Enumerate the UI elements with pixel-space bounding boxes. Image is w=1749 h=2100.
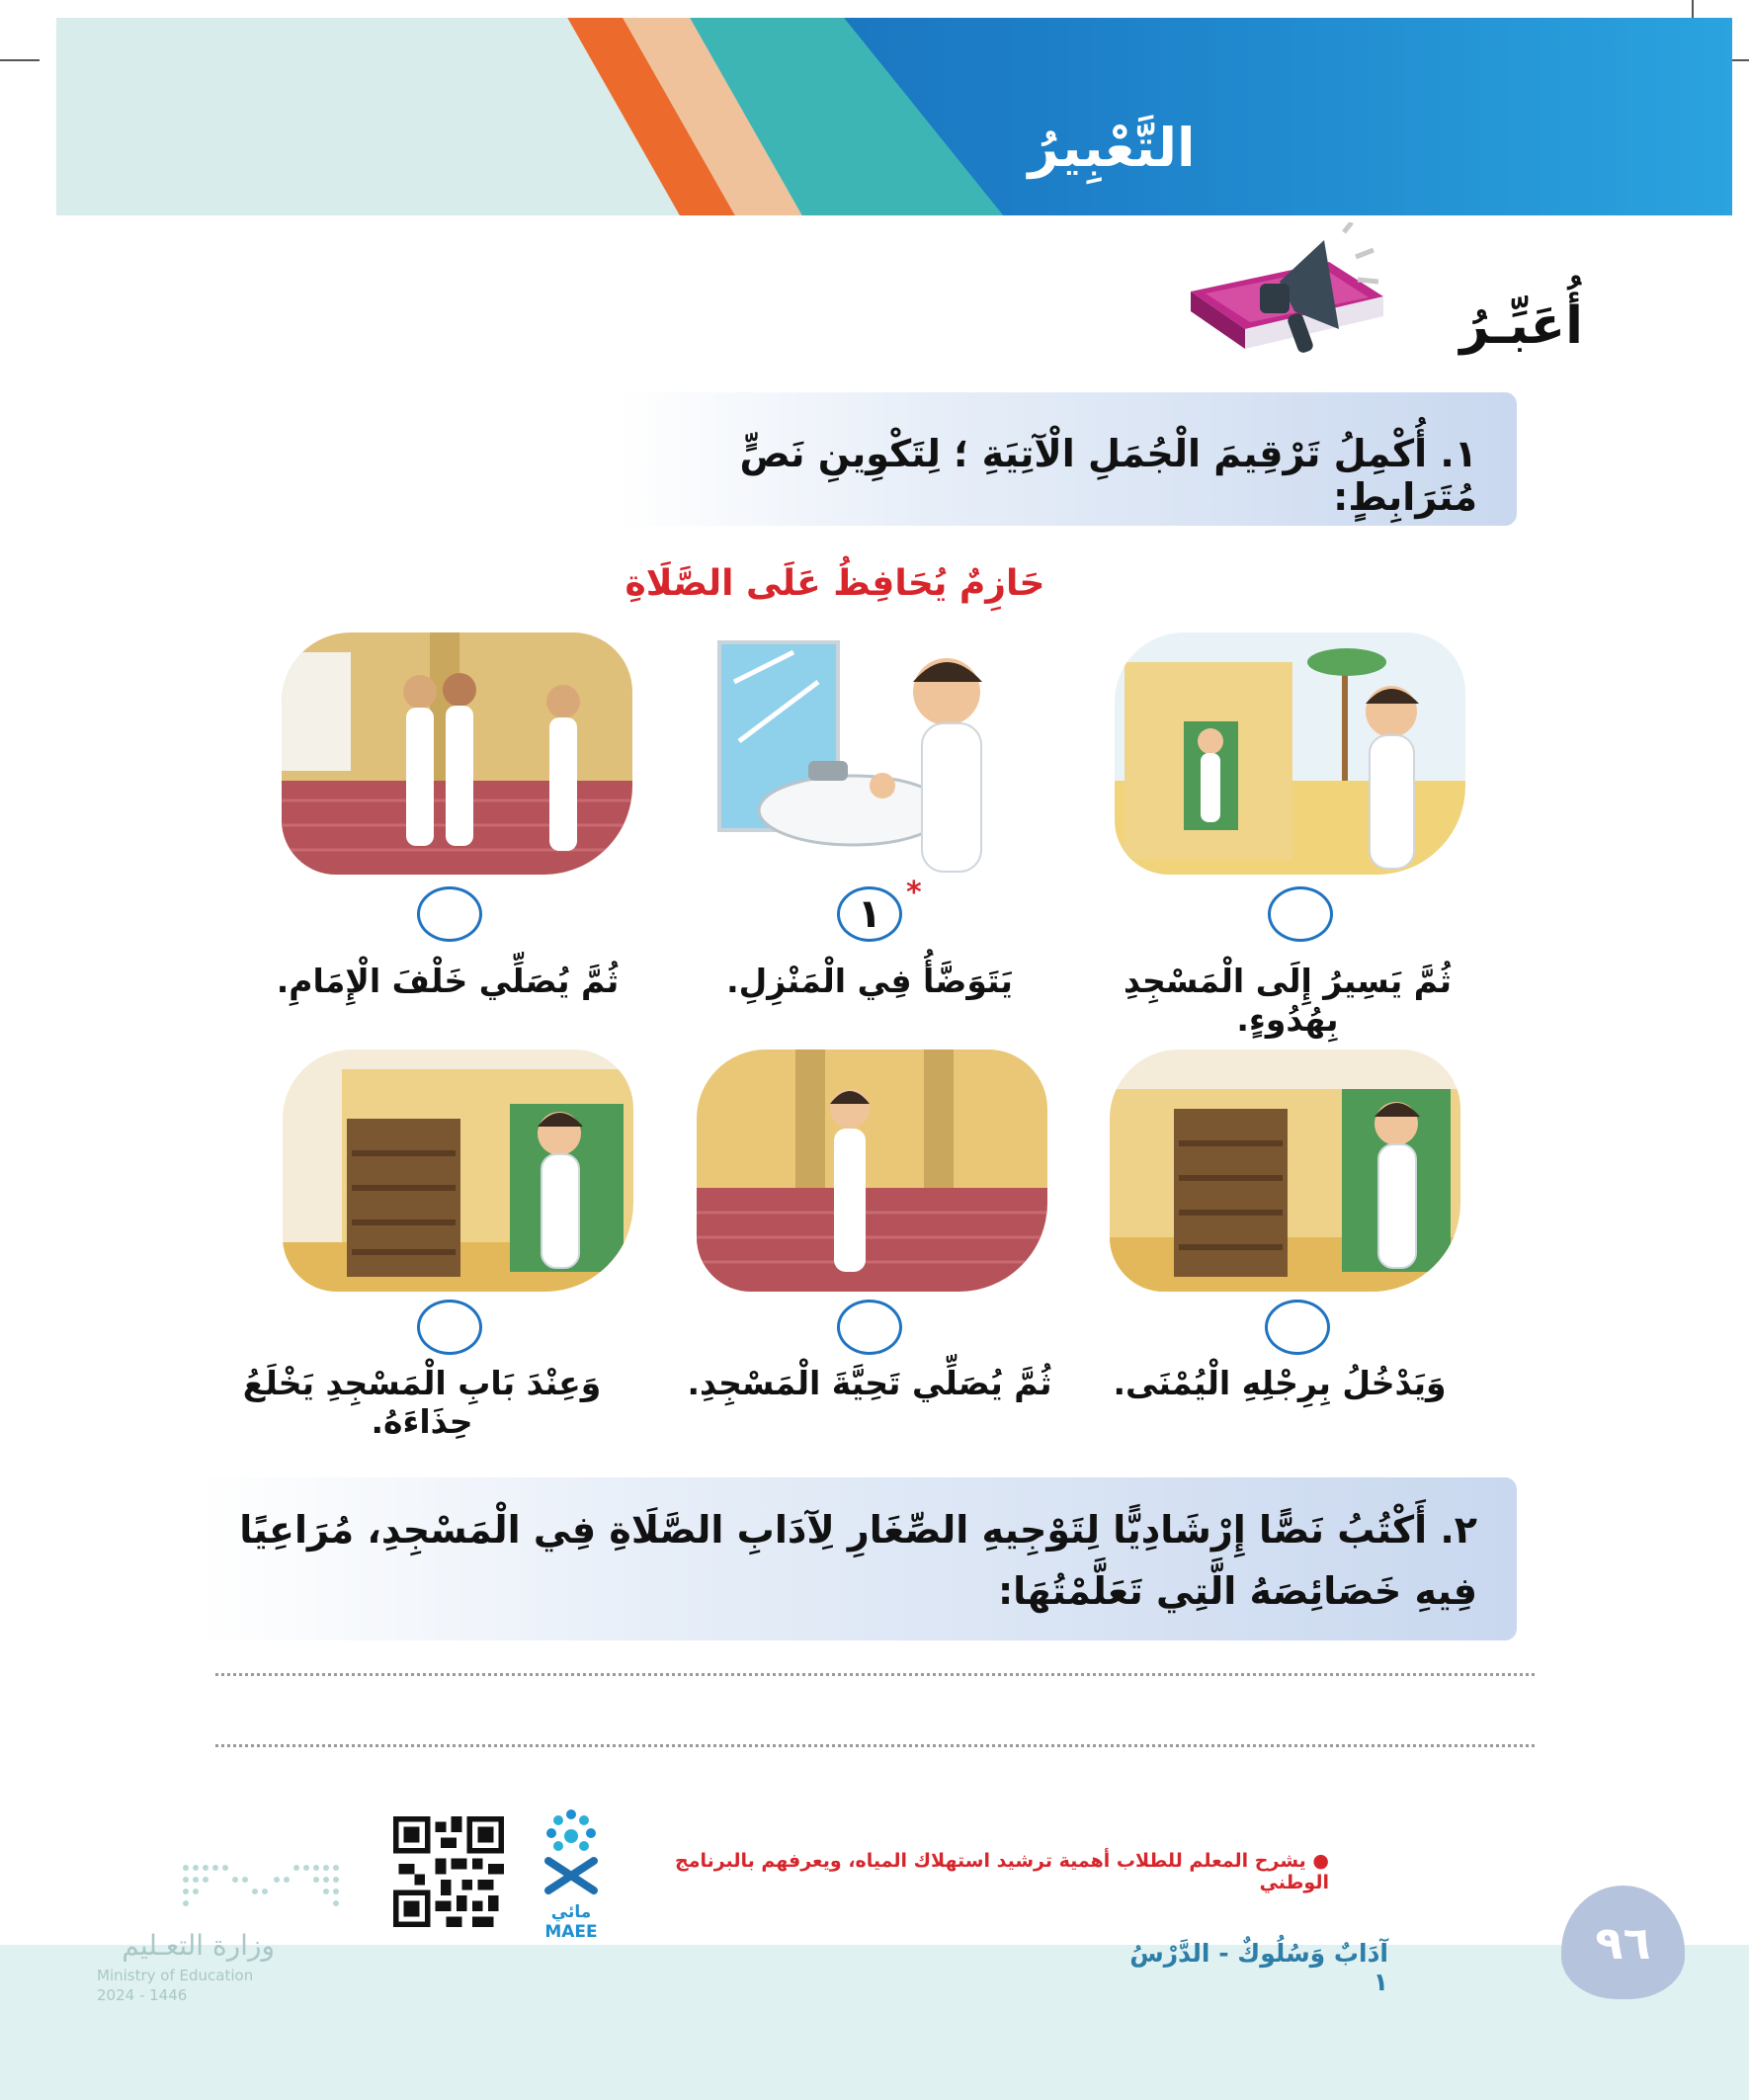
caption-3: ثُمَّ يُصَلِّي خَلْفَ الْإِمَامِ. [276,962,620,1000]
scene-walking-to-mosque [1115,632,1465,875]
caption-5: ثُمَّ يُصَلِّي تَحِيَّةَ الْمَسْجِدِ. [687,1364,1052,1402]
caption-1: ثُمَّ يَسِيرُ إِلَى الْمَسْجِدِ بِهُدُوءٍ. [1123,962,1453,1039]
section-label: أُعَبِّـرُ [1459,296,1583,356]
lesson-label: آدَابٌ وَسُلُوكٌ - الدَّرْسُ ١ [1129,1939,1388,1996]
question-2-text: ٢. أَكْتُبُ نَصًّا إِرْشَادِيًّا لِتَوْجِيهِ الصِّغَارِ لِآدَابِ الصَّلَاةِ فِي الْمَسْجِدِ، مُرَاعِيًا فِيهِ خَصَائِصَهُ الَّتِي تَعَلَّمْتُهَا: [239,1508,1477,1613]
answer-line-1[interactable] [215,1673,1535,1676]
order-circle-6[interactable] [417,1300,482,1355]
ministry-name-en: Ministry of Education [97,1967,254,1984]
example-marker: * [906,876,922,910]
order-circle-1[interactable] [1268,886,1333,942]
crop-mark [0,59,40,61]
edition-year: 2024 - 1446 [97,1986,188,2004]
qr-code-icon[interactable] [393,1816,504,1927]
ministry-name-ar: وزارة التعـليم [122,1929,275,1962]
scene-greeting-prayer [697,1050,1047,1292]
page-number: ٩٦ [1561,1886,1685,1999]
maee-name-en: MAEE [544,1922,598,1942]
maee-name-ar: مائي [550,1902,592,1922]
teacher-note-text: يشرح المعلم للطلاب أهمية ترشيد استهلاك المياه، ويعرفهم بالبرنامج الوطني [675,1850,1329,1893]
chapter-title: التَّعْبِيرُ [1028,117,1196,179]
caption-4: وَيَدْخُلُ بِرِجْلِهِ الْيُمْنَى. [1113,1364,1447,1402]
scene-entering-right-foot [1110,1050,1460,1292]
scene-ablution [700,632,1050,875]
maee-logo-icon [539,1806,604,1900]
question-2-box [198,1477,1517,1640]
teacher-note: ● يشرح المعلم للطلاب أهمية ترشيد استهلاك المياه، ويعرفهم بالبرنامج الوطني [675,1850,1329,1893]
question-1-box [618,392,1517,526]
caption-6: وَعِنْدَ بَابِ الْمَسْجِدِ يَخْلَعُ حِذَاءَهُ. [242,1364,602,1441]
megaphone-book-icon [1186,222,1398,366]
caption-2: يَتَوَضَّأُ فِي الْمَنْزِلِ. [726,962,1013,1000]
answer-line-2[interactable] [215,1744,1535,1747]
order-circle-2[interactable]: ١ [837,886,902,942]
question-1-text: ١. أُكْمِلُ تَرْقِيمَ الْجُمَلِ الْآتِيَةِ ؛ لِتَكْوِينِ نَصٍّ مُتَرَابِطٍ: [739,432,1477,519]
order-circle-5[interactable] [837,1300,902,1355]
order-circle-3[interactable] [417,886,482,942]
order-circle-4[interactable] [1265,1300,1330,1355]
chapter-header [56,18,1732,215]
scene-praying-behind-imam [282,632,632,875]
ministry-logo-icon [178,1858,351,1912]
scene-removing-shoes [283,1050,633,1292]
story-title: حَازِمٌ يُحَافِظُ عَلَى الصَّلَاةِ [625,563,1045,604]
